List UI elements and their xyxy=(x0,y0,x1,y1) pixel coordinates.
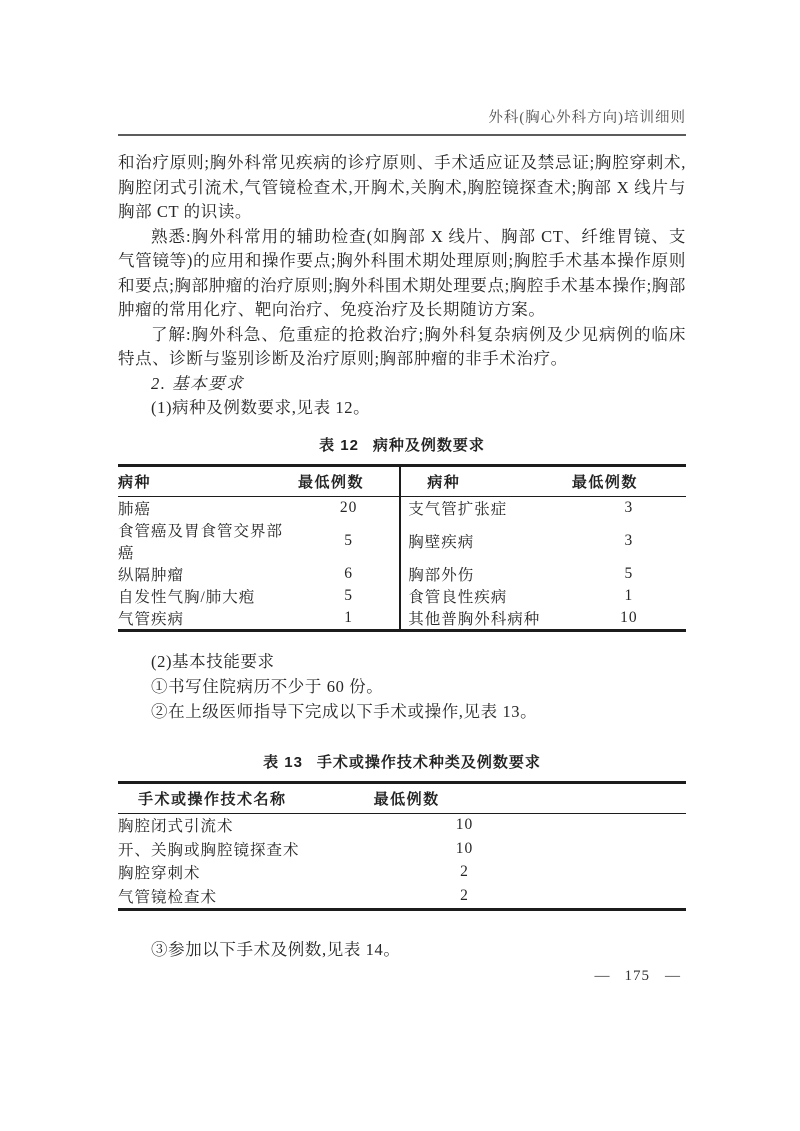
table13-title-text: 手术或操作技术种类及例数要求 xyxy=(316,753,541,771)
operation-name: 胸腔闭式引流术 xyxy=(118,818,234,836)
disease-name: 其他普胸外科病种 xyxy=(400,607,572,631)
table13-header-spacer xyxy=(555,782,686,813)
table12 xyxy=(118,464,686,632)
table-row xyxy=(118,884,686,909)
outro-text-block xyxy=(118,937,686,962)
sub-item-1: ①书写住院病历不少于 60 份。 xyxy=(151,676,384,696)
table13 xyxy=(118,781,686,911)
table-row xyxy=(118,813,686,837)
table12-header-disease-right: 病种 xyxy=(400,465,572,496)
min-cases: 10 xyxy=(455,839,474,857)
min-cases: 1 xyxy=(624,586,634,604)
page-content xyxy=(118,106,686,962)
table13-section xyxy=(118,751,686,911)
min-cases: 6 xyxy=(344,564,354,582)
disease-name: 胸部外伤 xyxy=(400,563,572,585)
table13-header-mincases: 最低例数 xyxy=(374,782,556,813)
min-cases: 20 xyxy=(339,498,358,516)
paragraph-familiar: 熟悉:胸外科常用的辅助检查(如胸部 X 线片、胸部 CT、纤维胃镜、支气管镜等)的应用和操作要点;胸外科围术期处理原则;胸腔手术基本操作原则和要点;胸部肿瘤的治疗原则;胸外科围术期处理要点;胸腔手术基本操作;胸部肿瘤的常用化疗、靶向治疗、免疫治疗及长期随访方案。 xyxy=(118,226,686,319)
table-row xyxy=(118,861,686,885)
table-row xyxy=(118,496,686,519)
min-cases: 1 xyxy=(344,608,354,626)
min-cases: 5 xyxy=(344,586,354,604)
table12-title xyxy=(118,434,686,455)
table12-header-mincases-right: 最低例数 xyxy=(572,465,686,496)
table-row xyxy=(118,585,686,607)
list-item-2: (2)基本技能要求 xyxy=(151,651,275,671)
table12-title-label: 表 12 xyxy=(319,436,359,454)
sub-item-2: ②在上级医师指导下完成以下手术或操作,见表 13。 xyxy=(151,701,538,721)
operation-name: 胸腔穿刺术 xyxy=(118,865,201,883)
table12-title-text: 病种及例数要求 xyxy=(372,436,485,454)
disease-name: 食管良性疾病 xyxy=(400,585,572,607)
min-cases: 10 xyxy=(620,608,638,626)
table13-title xyxy=(118,751,686,772)
min-cases: 5 xyxy=(344,531,354,549)
disease-name: 肺癌 xyxy=(118,500,152,518)
table13-title-label: 表 13 xyxy=(263,753,303,771)
list-item-1: (1)病种及例数要求,见表 12。 xyxy=(151,398,371,417)
disease-name: 气管疾病 xyxy=(118,610,185,628)
table-row xyxy=(118,563,686,585)
min-cases: 3 xyxy=(624,531,634,549)
table12-header-mincases-left: 最低例数 xyxy=(298,465,400,496)
footer-dash-left: — xyxy=(594,968,610,984)
table13-header-row xyxy=(118,782,686,813)
min-cases: 3 xyxy=(624,498,634,516)
table13-header-name: 手术或操作技术名称 xyxy=(118,782,374,813)
disease-name: 自发性气胸/肺大疱 xyxy=(118,588,256,606)
paragraph-understand: 了解:胸外科急、危重症的抢救治疗;胸外科复杂病例及少见病例的临床特点、诊断与鉴别诊断及治疗原则;胸部肿瘤的非手术治疗。 xyxy=(118,324,686,368)
table12-header-row xyxy=(118,465,686,496)
table-row xyxy=(118,837,686,861)
intro-text-block xyxy=(118,151,686,421)
min-cases: 2 xyxy=(460,886,469,904)
min-cases: 10 xyxy=(455,816,474,834)
table12-header-disease-left: 病种 xyxy=(118,465,298,496)
table-row xyxy=(118,519,686,563)
operation-name: 开、关胸或胸腔镜探查术 xyxy=(118,841,300,859)
min-cases: 2 xyxy=(460,863,469,881)
paragraph-continuation: 和治疗原则;胸外科常见疾病的诊疗原则、手术适应证及禁忌证;胸腔穿刺术,胸腔闭式引流术,气管镜检查术,开胸术,关胸术,胸腔镜探查术;胸部 X 线片与胸部 CT 的识读。 xyxy=(118,153,686,221)
disease-name: 支气管扩张症 xyxy=(400,496,572,519)
page-footer xyxy=(118,968,680,985)
disease-name: 食管癌及胃食管交界部癌 xyxy=(118,522,284,562)
min-cases: 5 xyxy=(624,564,634,582)
running-head: 外科(胸心外科方向)培训细则 xyxy=(118,106,686,136)
disease-name: 纵隔肿瘤 xyxy=(118,566,185,584)
table12-section xyxy=(118,434,686,632)
operation-name: 气管镜检查术 xyxy=(118,888,218,906)
sub-item-3: ③参加以下手术及例数,见表 14。 xyxy=(151,939,401,959)
table-row xyxy=(118,607,686,631)
basic-requirements-heading: 2. 基本要求 xyxy=(151,373,244,393)
page-number: 175 xyxy=(624,968,650,984)
skills-text-block xyxy=(118,649,686,724)
footer-dash-right: — xyxy=(665,968,680,984)
disease-name: 胸壁疾病 xyxy=(400,519,572,563)
